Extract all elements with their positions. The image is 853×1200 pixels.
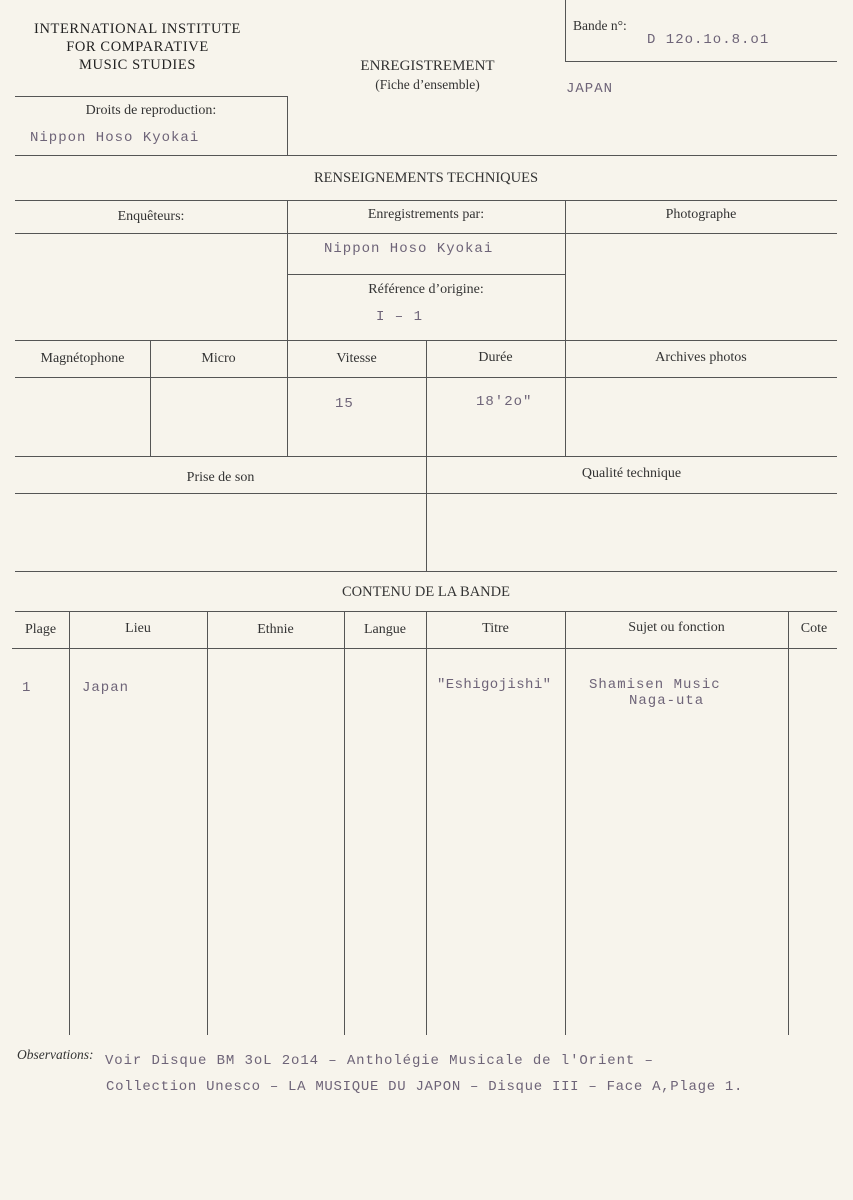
enregistrements-label: Enregistrements par: bbox=[367, 207, 485, 222]
content-header-bottom-rule bbox=[12, 648, 837, 649]
content-section-title: CONTENU DE LA BANDE bbox=[342, 584, 510, 600]
droits-value: Nippon Hoso Kyokai bbox=[30, 130, 200, 146]
form-subtitle: (Fiche d’ensemble) bbox=[375, 77, 480, 92]
reference-value: I – 1 bbox=[376, 309, 424, 325]
magnetophone-label: Magnétophone bbox=[40, 351, 125, 366]
photographe-label: Photographe bbox=[665, 207, 737, 222]
content-divider-3 bbox=[344, 611, 345, 1035]
row-1-sujet-line-1: Shamisen Music bbox=[589, 677, 721, 693]
column-header-titre: Titre bbox=[482, 621, 509, 636]
content-divider-4 bbox=[426, 611, 427, 1035]
form-title: ENREGISTREMENT bbox=[360, 58, 495, 74]
country-value: JAPAN bbox=[566, 81, 614, 97]
archives-label: Archives photos bbox=[655, 350, 747, 365]
droits-box-top-border bbox=[15, 96, 287, 97]
observations-line-2: Collection Unesco – LA MUSIQUE DU JAPON – Disque III – Face A,Plage 1. bbox=[106, 1079, 744, 1095]
content-divider-5 bbox=[565, 611, 566, 1035]
content-divider-2 bbox=[207, 611, 208, 1035]
bande-box-bottom-border bbox=[565, 61, 837, 62]
technical-header-top-rule bbox=[15, 200, 837, 201]
technical-top-rule bbox=[15, 155, 837, 156]
prise-label: Prise de son bbox=[186, 470, 255, 485]
vitesse-value: 15 bbox=[335, 396, 354, 412]
column-header-sujet: Sujet ou fonction bbox=[628, 620, 725, 635]
technical-header-bottom-rule bbox=[15, 233, 837, 234]
content-divider-6 bbox=[788, 611, 789, 1035]
institute-name bbox=[10, 20, 265, 74]
qualite-label: Qualité technique bbox=[581, 466, 682, 481]
institute-line-3: MUSIC STUDIES bbox=[79, 57, 196, 73]
duree-label: Durée bbox=[478, 350, 513, 365]
technical-section-title: RENSEIGNEMENTS TECHNIQUES bbox=[313, 170, 539, 186]
observations-label: Observations: bbox=[17, 1047, 94, 1062]
column-header-ethnie: Ethnie bbox=[257, 622, 294, 637]
column-header-lieu: Lieu bbox=[125, 621, 151, 636]
row-1-plage: 1 bbox=[22, 680, 32, 696]
duree-value: 18'2o" bbox=[476, 394, 533, 410]
prise-bottom-rule bbox=[15, 571, 837, 572]
enqueteurs-label: Enquêteurs: bbox=[117, 209, 185, 224]
column-header-cote: Cote bbox=[800, 621, 828, 636]
enregistrements-value: Nippon Hoso Kyokai bbox=[324, 241, 494, 257]
observations-line-1: Voir Disque BM 3oL 2o14 – Antholégie Musicale de l'Orient – bbox=[105, 1053, 654, 1069]
column-header-plage: Plage bbox=[24, 622, 57, 637]
column-header-langue: Langue bbox=[364, 622, 406, 637]
content-divider-1 bbox=[69, 611, 70, 1035]
droits-box-right-border bbox=[287, 96, 288, 155]
bande-label: Bande n°: bbox=[573, 18, 627, 33]
row-1-sujet-line-2: Naga-uta bbox=[629, 693, 705, 709]
micro-label: Micro bbox=[201, 351, 236, 366]
institute-line-2: FOR COMPARATIVE bbox=[66, 39, 209, 55]
reference-label: Référence d’origine: bbox=[368, 282, 484, 297]
vitesse-label: Vitesse bbox=[336, 351, 377, 366]
droits-label: Droits de reproduction: bbox=[85, 103, 217, 118]
bande-box-left-border bbox=[565, 0, 566, 61]
row-1-lieu: Japan bbox=[82, 680, 130, 696]
bande-number: D 12o.1o.8.o1 bbox=[647, 32, 770, 48]
reference-divider bbox=[287, 274, 565, 275]
institute-line-1: INTERNATIONAL INSTITUTE bbox=[34, 21, 241, 37]
row-1-titre: "Eshigojishi" bbox=[437, 677, 552, 693]
